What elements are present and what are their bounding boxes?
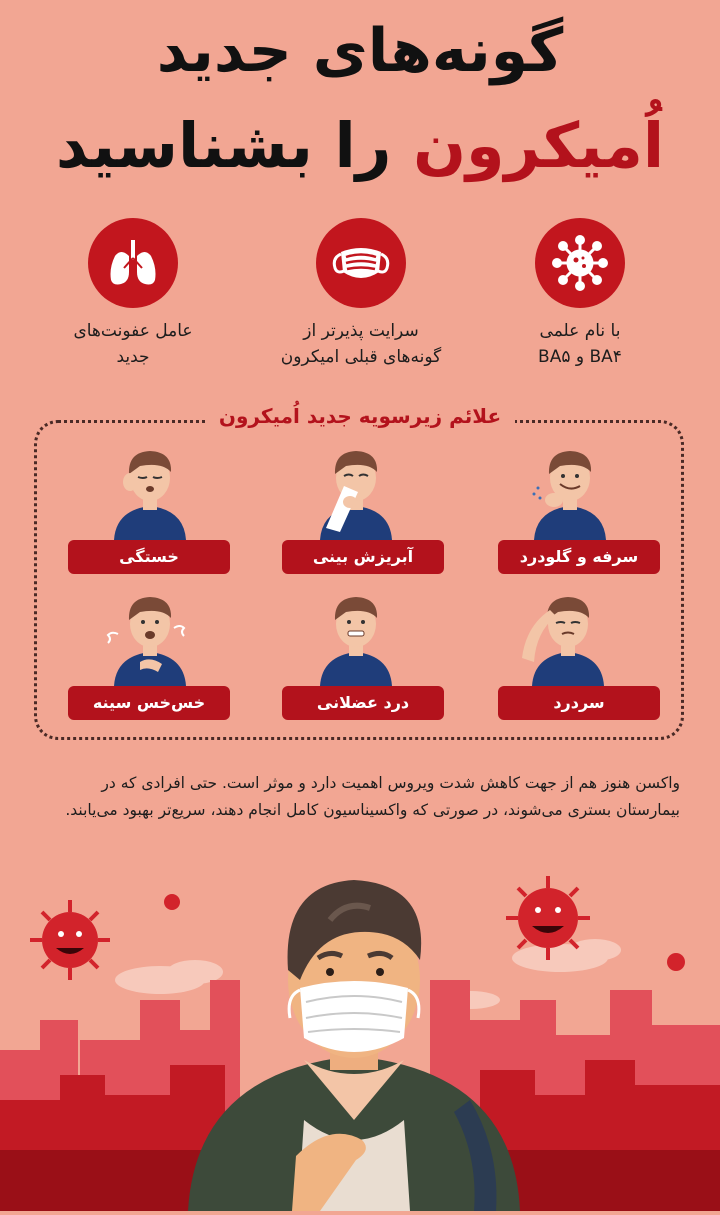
wheezing-person-illustration bbox=[100, 586, 200, 686]
fact-infection bbox=[18, 318, 248, 371]
fact-line: جدید bbox=[116, 347, 150, 368]
title-line-1: گونه‌های جدید bbox=[156, 16, 564, 86]
symptoms-title-text: علائم زیرسویه جدید اُمیکرون bbox=[205, 404, 515, 428]
title-line-2 bbox=[0, 109, 720, 182]
cough-person-illustration bbox=[520, 440, 620, 540]
symptoms-title bbox=[0, 404, 720, 428]
fact-transmissibility bbox=[246, 318, 476, 371]
symptom-label: سرفه و گلودرد bbox=[498, 540, 660, 574]
symptom-label: خس‌خس سینه bbox=[68, 686, 230, 720]
angry-virus-icon bbox=[30, 900, 110, 980]
fact-line: با نام علمی bbox=[539, 321, 621, 341]
lungs-icon bbox=[88, 218, 178, 308]
symptom-label: درد عضلانی bbox=[282, 686, 444, 720]
fact-line: سرایت پذیرتر از bbox=[303, 321, 419, 341]
headache-person-illustration bbox=[512, 586, 612, 686]
title-omicron: اُمیکرون bbox=[413, 109, 665, 182]
title-rest: را بشناسید bbox=[55, 109, 392, 182]
symptom-label: سردرد bbox=[498, 686, 660, 720]
fact-line: گونه‌های قبلی امیکرون bbox=[280, 347, 442, 368]
fact-line: عامل عفونت‌های bbox=[73, 321, 193, 341]
face-mask-icon bbox=[316, 218, 406, 308]
fact-scientific-name bbox=[465, 318, 695, 371]
city-masked-person-illustration bbox=[0, 860, 720, 1215]
symptom-label: آبریزش بینی bbox=[282, 540, 444, 574]
vaccine-paragraph: واکسن هنوز هم از جهت کاهش شدت ویروس اهمیت دارد و موثر است. حتی افرادی که در بیمارستان بستری می‌شوند، در صورتی که واکسیناسیون کامل انجام دهند، سریع‌تر بهبود می‌یابند. bbox=[65, 774, 680, 820]
fact-line: BA۴ و BA۵ bbox=[538, 347, 622, 368]
tired-person-illustration bbox=[100, 440, 200, 540]
symptom-label: خستگی bbox=[68, 540, 230, 574]
virus-icon bbox=[535, 218, 625, 308]
runny-nose-person-illustration bbox=[306, 440, 406, 540]
muscle-pain-person-illustration bbox=[306, 586, 406, 686]
angry-virus-icon bbox=[506, 876, 590, 960]
